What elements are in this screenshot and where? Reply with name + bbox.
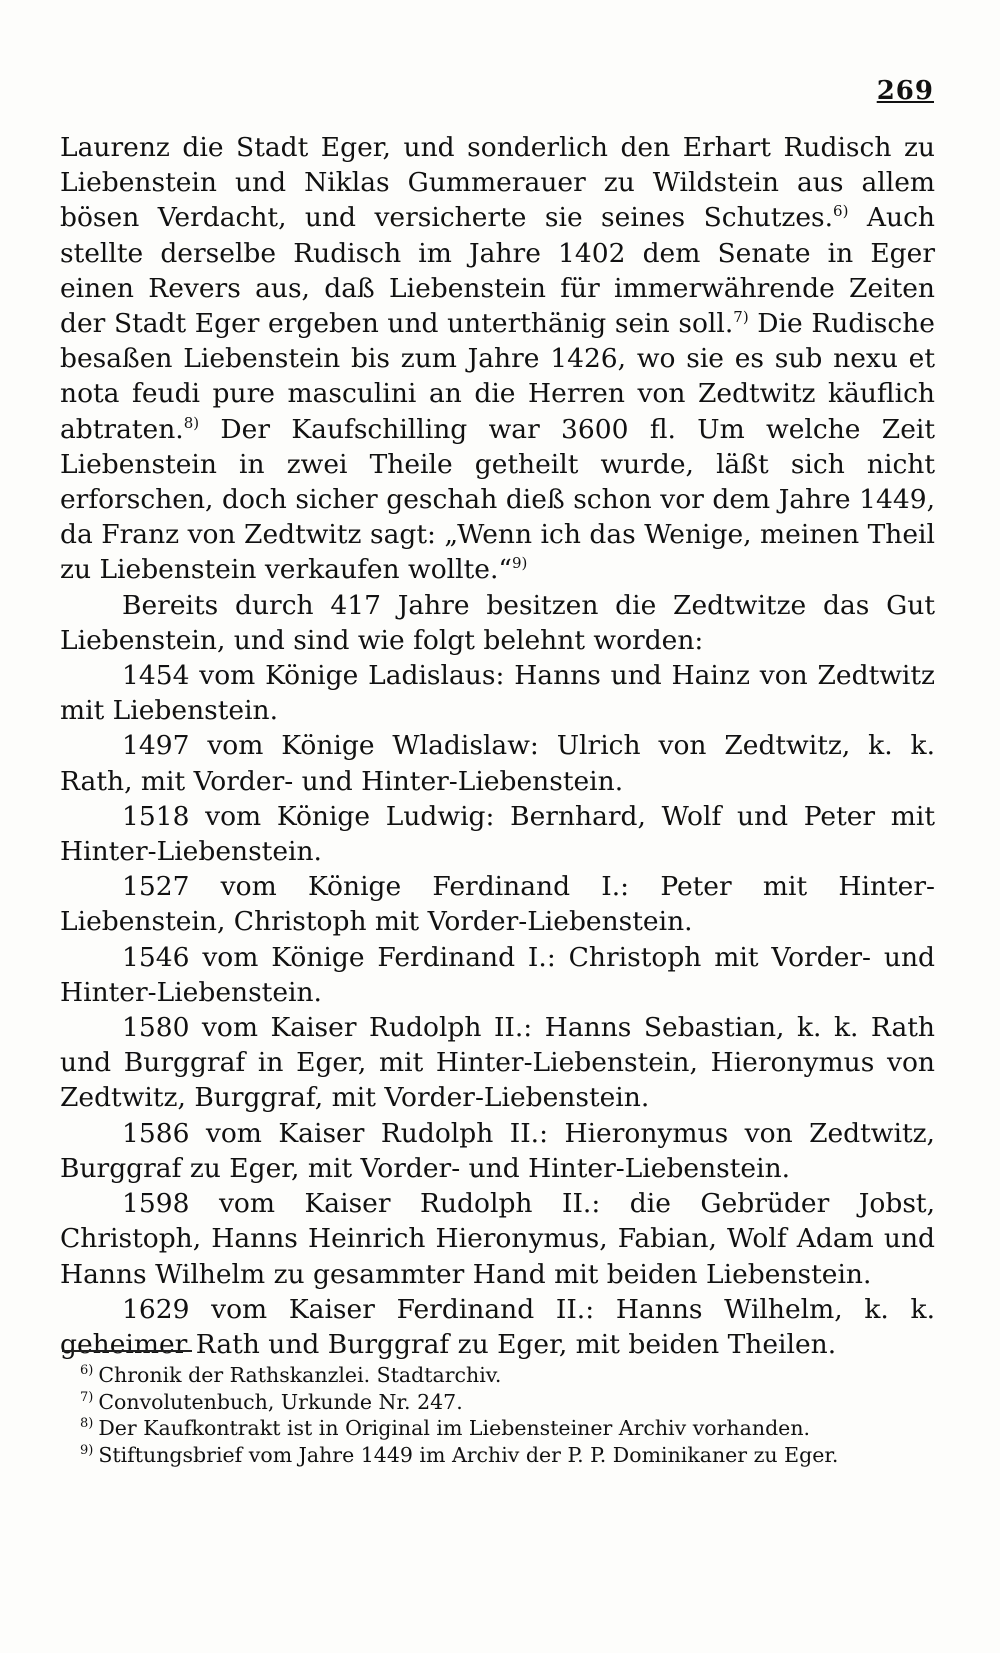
enfeoffment-entry-1598: 1598 vom Kaiser Rudolph II.: die Gebrüder Jobst, Christoph, Hanns Heinrich Hieronymus, Fabian, Wolf Adam und Hanns Wilhelm zu gesammter Hand mit beiden Liebenstein.: [60, 1188, 935, 1290]
enfeoffment-entry-1580: 1580 vom Kaiser Rudolph II.: Hanns Sebastian, k. k. Rath und Burggraf in Eger, mit Hinter-Liebenstein, Hieronymus von Zedtwitz, Burggraf, mit Vorder-Liebenstein.: [60, 1012, 935, 1114]
footnote-reference: 7): [733, 308, 749, 327]
enfeoffment-entry-1527: 1527 vom Könige Ferdinand I.: Peter mit Hinter-Liebenstein, Christoph mit Vorder-Liebenstein.: [60, 871, 935, 938]
enfeoffment-entry-1629: 1629 vom Kaiser Ferdinand II.: Hanns Wilhelm, k. k. geheimer Rath und Burggraf zu Eger, mit beiden Theilen.: [60, 1293, 935, 1360]
body-text: [60, 130, 935, 1362]
footnote-7: [80, 1389, 940, 1416]
paragraph-text: Die Rudische besaßen Liebenstein bis zum Jahre 1426, wo sie es sub nexu et nota feudi pure masculini an die Herren von Zedtwitz käuflich abtraten.: [60, 308, 935, 445]
footnote-number: 8): [80, 1416, 94, 1432]
footnote-text: Stiftungsbrief vom Jahre 1449 im Archiv der P. P. Dominikaner zu Eger.: [98, 1442, 839, 1467]
footnote-text: Chronik der Rathskanzlei. Stadtarchiv.: [98, 1363, 502, 1387]
footnote-divider: [62, 1350, 192, 1352]
footnotes: [80, 1362, 940, 1468]
paragraph-1: [60, 130, 935, 588]
page-number: 269: [876, 76, 934, 106]
footnote-9: [80, 1442, 940, 1469]
paragraph-text: Laurenz die Stadt Eger, und sonderlich den Erhart Rudisch zu Liebenstein und Niklas Gummerauer zu Wildstein aus allem bösen Verdacht, und versicherte sie seines Schutzes.: [60, 132, 935, 234]
footnote-reference: 9): [511, 554, 528, 573]
enfeoffment-entry-1497: 1497 vom Könige Wladislaw: Ulrich von Zedtwitz, k. k. Rath, mit Vorder- und Hinter-Liebenstein.: [60, 730, 935, 797]
paragraph-text: Auch stellte derselbe Rudisch im Jahre 1402 dem Senate in Eger einen Revers aus, daß Liebenstein für immerwährende Zeiten der Stadt Eger ergeben und unterthänig sein soll.: [60, 202, 935, 340]
enfeoffment-entry-1546: 1546 vom Könige Ferdinand I.: Christoph mit Vorder- und Hinter-Liebenstein.: [60, 941, 935, 1008]
footnote-number: 6): [80, 1363, 94, 1379]
footnote-reference: 6): [833, 202, 849, 221]
footnote-text: Der Kaufkontrakt ist in Original im Liebensteiner Archiv vorhanden.: [98, 1416, 811, 1440]
enfeoffment-entry-1518: 1518 vom Könige Ludwig: Bernhard, Wolf und Peter mit Hinter-Liebenstein.: [60, 800, 935, 868]
enfeoffment-entry-1454: 1454 vom Könige Ladislaus: Hanns und Hainz von Zedtwitz mit Liebenstein.: [60, 660, 935, 727]
footnote-reference: 8): [183, 413, 200, 432]
footnote-number: 9): [80, 1442, 94, 1458]
enfeoffment-entry-1586: 1586 vom Kaiser Rudolph II.: Hieronymus von Zedtwitz, Burggraf zu Eger, mit Vorder- und Hinter-Liebenstein.: [60, 1117, 935, 1184]
paragraph-2: Bereits durch 417 Jahre besitzen die Zedtwitze das Gut Liebenstein, und sind wie folgt belehnt worden:: [60, 589, 935, 656]
footnote-number: 7): [80, 1389, 94, 1405]
footnote-text: Convolutenbuch, Urkunde Nr. 247.: [98, 1389, 463, 1414]
paragraph-text: Der Kaufschilling war 3600 fl. Um welche Zeit Liebenstein in zwei Theile getheilt wurde, läßt sich nicht erforschen, doch sicher geschah dieß schon vor dem Jahre 1449, da Franz von Zedtwitz sagt: „Wenn ich das Wenige, meinen Theil zu Liebenstein verkaufen wollte.“: [60, 413, 935, 586]
footnote-8: [80, 1415, 940, 1442]
footnote-6: [80, 1362, 940, 1389]
